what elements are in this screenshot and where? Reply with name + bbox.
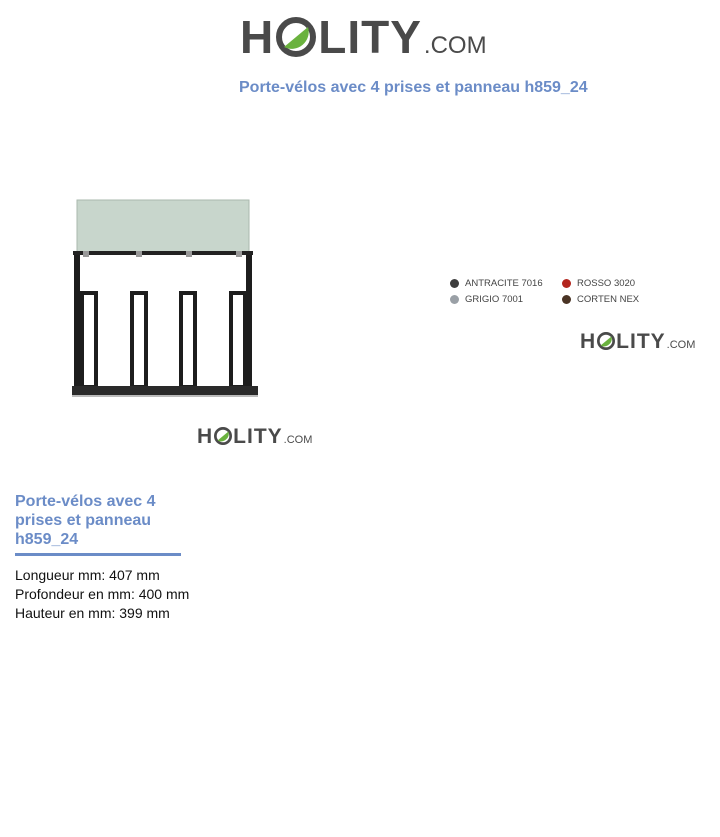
color-dot-icon — [562, 295, 571, 304]
rack-slot-4 — [231, 293, 245, 387]
rack-slot-3 — [181, 293, 195, 387]
rack-slot-1 — [82, 293, 96, 387]
color-option-corten: CORTEN NEX — [562, 294, 650, 305]
logo-o-icon — [597, 332, 615, 350]
color-option-antracite: ANTRACITE 7016 — [450, 278, 562, 289]
rack-panel — [77, 200, 249, 252]
rack-slot-2 — [132, 293, 146, 387]
holity-watermark-colors: H LITY .COM — [580, 330, 696, 353]
logo-text-h: H — [240, 11, 275, 63]
color-option-grigio: GRIGIO 7001 — [450, 294, 562, 305]
logo-o-icon — [276, 17, 316, 57]
spec-length: Longueur mm: 407 mm — [15, 567, 160, 583]
color-option-rosso: ROSSO 3020 — [562, 278, 650, 289]
spec-height: Hauteur en mm: 399 mm — [15, 605, 170, 621]
color-dot-icon — [450, 279, 459, 288]
color-dot-icon — [562, 279, 571, 288]
color-dot-icon — [450, 295, 459, 304]
logo-text-lity: LITY — [318, 11, 422, 63]
holity-logo[interactable] — [240, 10, 487, 64]
spec-depth: Profondeur en mm: 400 mm — [15, 586, 190, 602]
product-specs — [15, 566, 189, 623]
product-photo — [60, 190, 270, 405]
logo-o-icon — [214, 427, 232, 445]
page-title: Porte-vélos avec 4 prises et panneau h859_24 — [239, 79, 588, 96]
heading-divider — [15, 553, 181, 556]
logo-text-domain: .COM — [423, 32, 487, 59]
holity-watermark-photo: H LITY .COM — [197, 425, 313, 448]
color-options — [450, 278, 650, 305]
product-heading: Porte-vélos avec 4 prises et panneau h859_24 — [15, 493, 156, 548]
